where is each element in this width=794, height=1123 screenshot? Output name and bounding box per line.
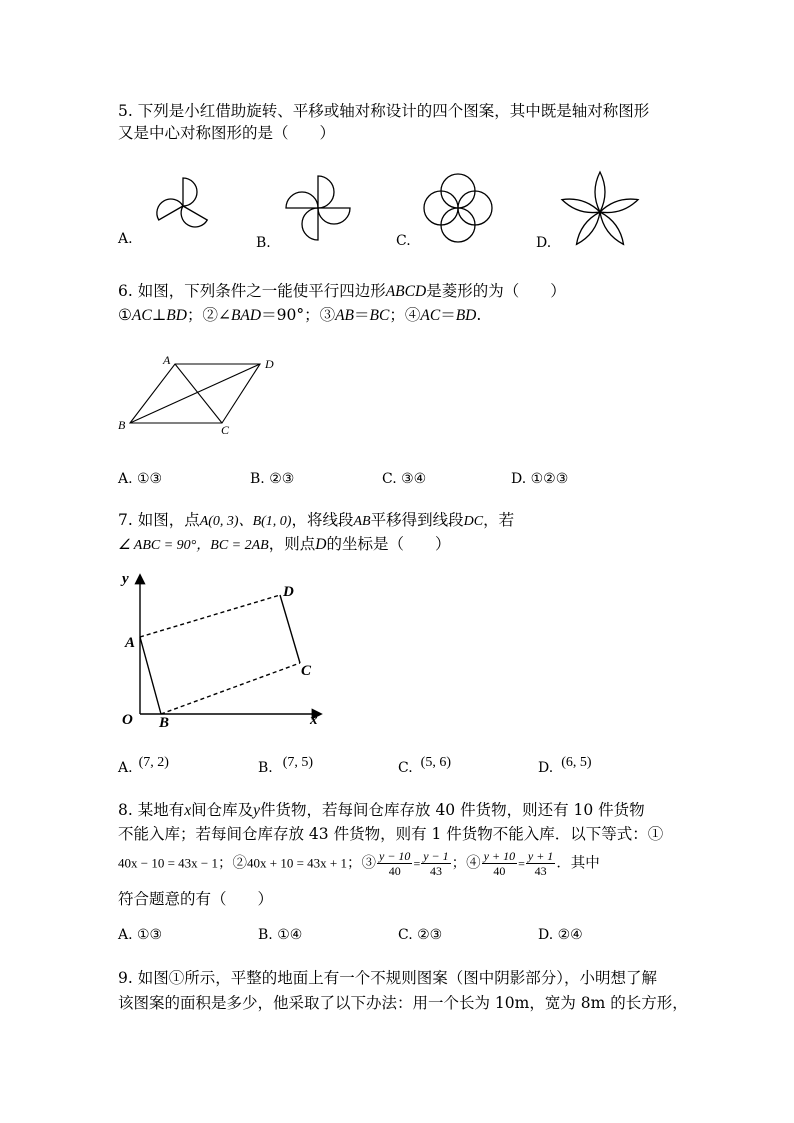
q7-stem-line2: ∠ ABC = 90°，BC = 2AB，则点D的坐标是（ ） <box>118 535 451 553</box>
q9-stem-line2: 该图案的面积是多少，他采取了以下办法：用一个长为 10m，宽为 8m 的长方形， <box>118 994 688 1012</box>
q5-stem-line2: 又是中心对称图形的是（ ） <box>118 124 336 142</box>
q8-option-b[interactable]: B. ①④ <box>258 927 303 943</box>
diagonal-ac <box>175 364 222 423</box>
q7-stem-line1: 7. 如图，点A(0, 3)、B(1, 0)，将线段AB平移得到线段DC，若 <box>118 511 515 529</box>
label-b: B <box>118 418 126 432</box>
fraction: $\frac{y - 10}{40}$ <box>379 849 411 878</box>
q7-option-c[interactable]: C. (5, 6) <box>398 755 451 776</box>
label-b: B <box>159 715 170 731</box>
axis-label-y: y <box>122 571 129 587</box>
q5-figure-b <box>280 170 356 246</box>
q6-option-c[interactable]: C. ③④ <box>382 471 427 487</box>
q8-stem-line4: 符合题意的有（ ） <box>118 890 274 908</box>
q5-stem-line1: 5. 下列是小红借助旋转、平移或轴对称设计的四个图案，其中既是轴对称图形 <box>118 102 650 120</box>
label-d: D <box>265 357 274 371</box>
fraction: $\frac{y + 10}{40}$ <box>483 849 516 878</box>
q6-conditions: ①AC⊥BD；②∠BAD＝90°；③AB＝BC；④AC＝BD. <box>118 306 482 324</box>
q8-option-d[interactable]: D. ②④ <box>538 927 583 943</box>
dashed-bc <box>161 663 300 714</box>
q5-option-c[interactable]: C. <box>396 233 411 249</box>
q9-stem-line1: 9. 如图①所示，平整的地面上有一个不规则图案（图中阴影部分），小明想了解 <box>118 969 657 987</box>
q5-option-a[interactable]: A. <box>118 231 133 247</box>
q7-option-d[interactable]: D. (6, 5) <box>538 755 592 776</box>
q5-figure-c <box>420 170 496 246</box>
q6-stem-line1: 6. 如图，下列条件之一能使平行四边形ABCD是菱形的为（ ） <box>118 282 566 300</box>
fraction: $\frac{y - 1}{43}$ <box>423 849 449 878</box>
q6-parallelogram-name: ABCD <box>385 283 427 300</box>
q7-option-b[interactable]: B. (7, 5) <box>258 755 314 776</box>
q8-equations: 40x − 10 = 43x − 1；②40x + 10 = 43x + 1；③ $\frac{y - 10}{40}$ = $\frac{y - 1}{43}$ ；④ $\frac{y + 10}{40}$ = $\frac{y + 1}{43}$ ．其中 <box>118 849 600 878</box>
q6-option-d[interactable]: D. ①②③ <box>511 471 569 487</box>
label-a: A <box>125 635 136 651</box>
origin-label: O <box>122 712 133 728</box>
q8-option-c[interactable]: C. ②③ <box>398 927 443 943</box>
segment-dc <box>280 595 300 663</box>
q8-stem-line2: 不能入库；若每间仓库存放 43 件货物，则有 1 件货物不能入库．以下等式：① <box>118 825 664 843</box>
q5-figure-a <box>148 168 218 240</box>
fraction: $\frac{y + 1}{43}$ <box>527 849 554 878</box>
label-d: D <box>283 584 294 600</box>
q5-figure-d <box>560 170 640 248</box>
q8-stem-line1: 8. 某地有x间仓库及y件货物，若每间仓库存放 40 件货物，则还有 10 件货物 <box>118 801 645 819</box>
q8-option-a[interactable]: A. ①③ <box>118 927 163 943</box>
label-c: C <box>221 423 230 437</box>
label-a: A <box>163 353 171 367</box>
axis-label-x: x <box>310 712 318 728</box>
label-c: C <box>301 663 312 679</box>
q7-option-a[interactable]: A. (7, 2) <box>118 755 169 776</box>
dashed-ad <box>140 595 280 637</box>
q6-option-b[interactable]: B. ②③ <box>250 471 295 487</box>
q6-parallelogram-figure <box>115 352 285 437</box>
q6-option-a[interactable]: A. ①③ <box>118 471 163 487</box>
q7-coordinate-figure <box>112 564 332 734</box>
q5-option-d[interactable]: D. <box>536 235 552 251</box>
q5-option-b[interactable]: B. <box>256 235 271 251</box>
segment-ab <box>140 637 161 714</box>
